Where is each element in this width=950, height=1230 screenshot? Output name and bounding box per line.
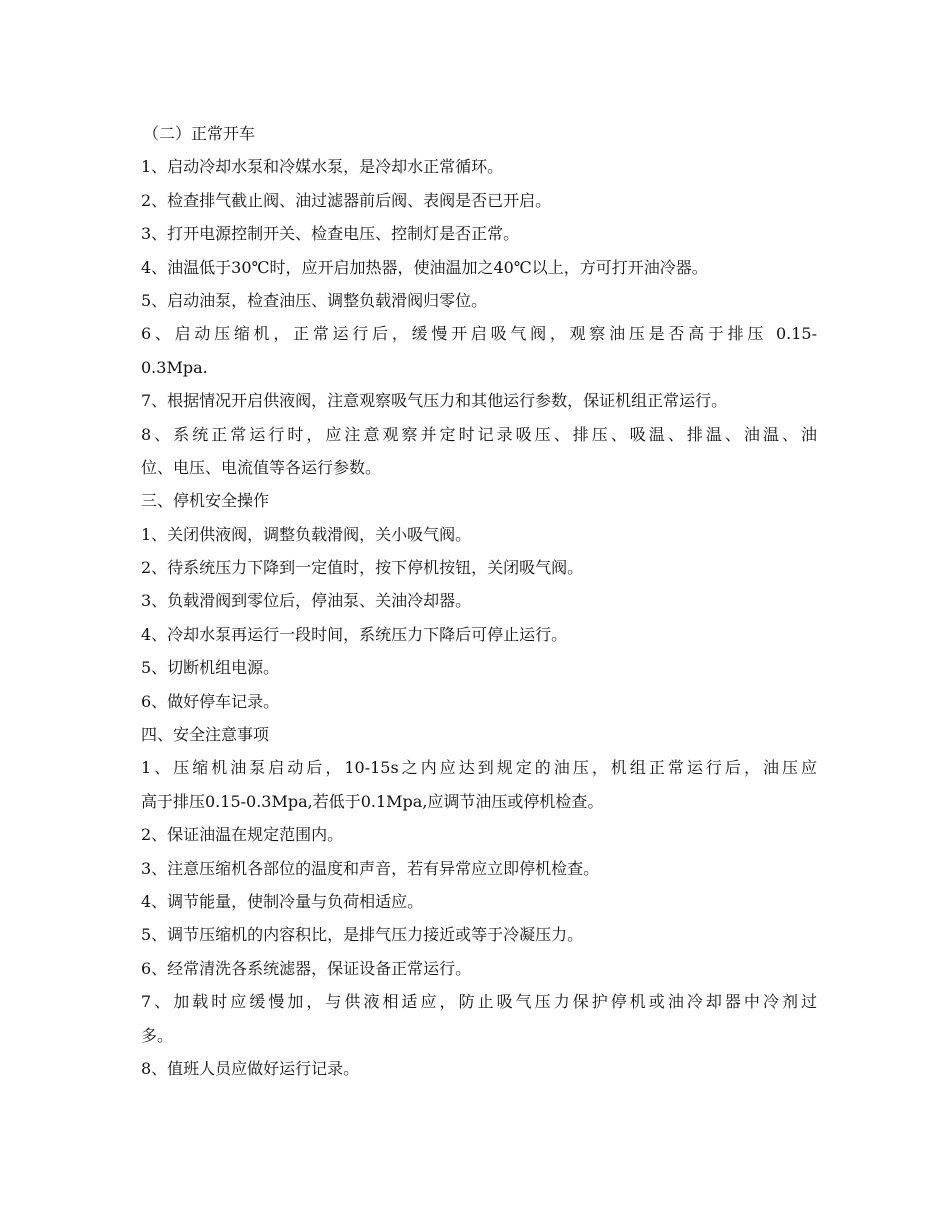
- list-item: 2、待系统压力下降到一定值时，按下停机按钮，关闭吸气阀。: [141, 558, 584, 578]
- list-item: 4、调节能量，使制冷量与负荷相适应。: [141, 891, 424, 911]
- list-item-continuation: 多。: [141, 1025, 174, 1045]
- section-heading-normal-start: （二）正常开车: [143, 124, 256, 143]
- list-item: 3、打开电源控制开关、检查电压、控制灯是否正常。: [141, 224, 520, 244]
- list-item: 6、经常清洗各系统滤器，保证设备正常运行。: [141, 958, 472, 978]
- list-item: 4、冷却水泵再运行一段时间，系统压力下降后可停止运行。: [141, 624, 568, 644]
- list-item: 4、油温低于30℃时，应开启加热器，使油温加之40℃以上，方可打开油冷器。: [141, 257, 708, 277]
- list-item: 6、启动压缩机，正常运行后，缓慢开启吸气阀，观察油压是否高于排压 0.15-: [141, 324, 817, 344]
- list-item-continuation: 高于排压0.15-0.3Mpa,若低于0.1Mpa,应调节油压或停机检查。: [141, 791, 604, 811]
- section-heading-safety: 四、安全注意事项: [141, 725, 270, 745]
- list-item: 5、调节压缩机的内容积比，是排气压力接近或等于冷凝压力。: [141, 925, 584, 945]
- list-item: 7、加载时应缓慢加，与供液相适应，防止吸气压力保护停机或油冷却器中冷剂过: [141, 992, 817, 1012]
- list-item: 8、值班人员应做好运行记录。: [141, 1058, 360, 1078]
- list-item: 1、压缩机油泵启动后，10-15s之内应达到规定的油压，机组正常运行后，油压应: [141, 758, 817, 778]
- list-item: 1、关闭供液阀，调整负载滑阀，关小吸气阀。: [141, 524, 472, 544]
- list-item-continuation: 位、电压、电流值等各运行参数。: [141, 457, 382, 477]
- section-heading-shutdown: 三、停机安全操作: [141, 491, 270, 511]
- list-item: 5、切断机组电源。: [141, 658, 280, 678]
- list-item: 5、启动油泵，检查油压、调整负载滑阀归零位。: [141, 290, 488, 310]
- list-item-continuation: 0.3Mpa.: [141, 357, 208, 377]
- document-body: [141, 117, 817, 1085]
- list-item: 2、保证油温在规定范围内。: [141, 825, 344, 845]
- list-item: 8、系统正常运行时，应注意观察并定时记录吸压、排压、吸温、排温、油温、油: [141, 424, 817, 444]
- list-item: 2、检查排气截止阀、油过滤器前后阀、表阀是否已开启。: [141, 190, 552, 210]
- list-item: 7、根据情况开启供液阀，注意观察吸气压力和其他运行参数，保证机组正常运行。: [141, 391, 728, 411]
- list-item: 1、启动冷却水泵和冷媒水泵，是冷却水正常循环。: [141, 157, 504, 177]
- list-item: 3、注意压缩机各部位的温度和声音，若有异常应立即停机检查。: [141, 858, 600, 878]
- list-item: 6、做好停车记录。: [141, 691, 280, 711]
- list-item: 3、负载滑阀到零位后，停油泵、关油冷却器。: [141, 591, 472, 611]
